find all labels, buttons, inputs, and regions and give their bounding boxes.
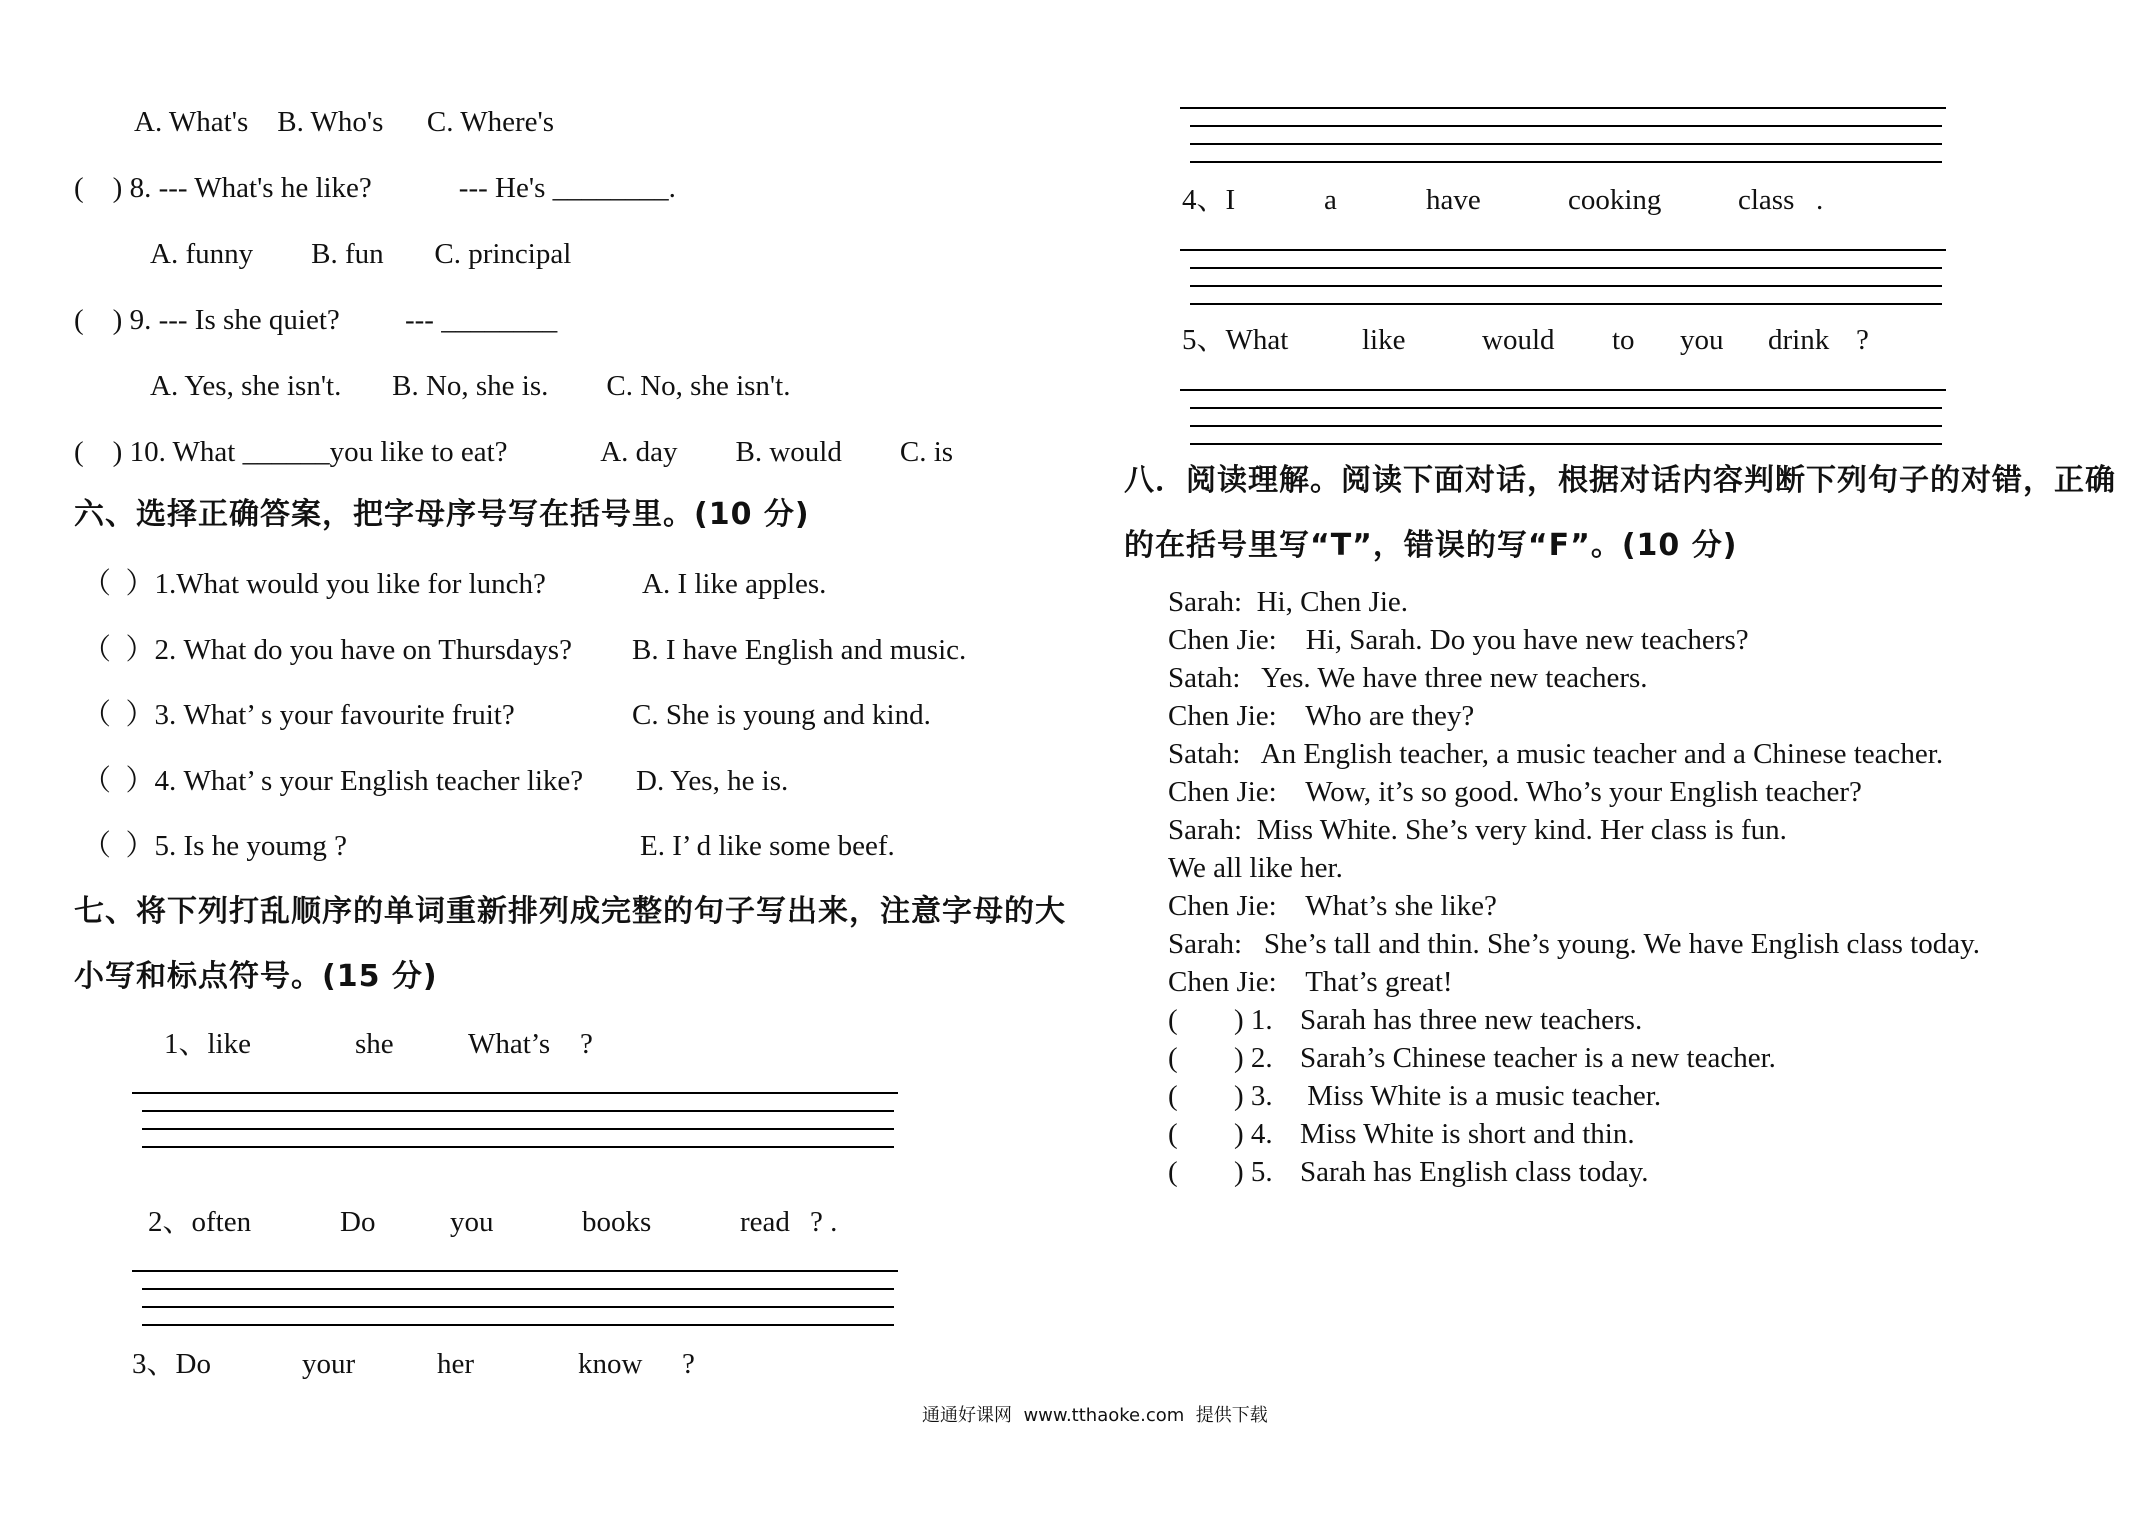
s6-question-5: （ ）5. Is he youmg ? xyxy=(82,830,347,862)
dialogue-line: We all like her. xyxy=(1168,852,1343,884)
judgement-number: ) 3. xyxy=(1234,1080,1273,1112)
answer-line xyxy=(142,1110,894,1112)
s7-item2-number: 2、often xyxy=(148,1206,252,1238)
answer-line xyxy=(142,1128,894,1130)
s7-item1-word: ? xyxy=(580,1028,593,1060)
s7-item5-word: drink xyxy=(1768,324,1830,356)
s7-item5-word: like xyxy=(1362,324,1406,356)
answer-line xyxy=(1180,249,1946,251)
s7-item5-number: 5、What xyxy=(1182,324,1289,356)
dialogue-line: Chen Jie: Wow, it’s so good. Who’s your English teacher? xyxy=(1168,776,1862,808)
footer-source: 通通好课网 www.tthaoke.com 提供下载 xyxy=(922,1405,1268,1426)
s6-question-2: （ ）2. What do you have on Thursdays? xyxy=(82,634,572,666)
s7-item4-word: . xyxy=(1816,184,1824,216)
s7-item2-word: books xyxy=(582,1206,652,1238)
question-8: ( ) 8. --- What's he like? --- He's ________. xyxy=(74,172,676,204)
s7-item3-word: your xyxy=(302,1348,356,1380)
answer-line xyxy=(132,1092,898,1094)
dialogue-line: Sarah: Miss White. She’s very kind. Her class is fun. xyxy=(1168,814,1787,846)
dialogue-line: Chen Jie: What’s she like? xyxy=(1168,890,1497,922)
question-9: ( ) 9. --- Is she quiet? --- ________ xyxy=(74,304,558,336)
answer-line xyxy=(1190,303,1942,305)
judgement-bracket: ( xyxy=(1168,1118,1178,1150)
answer-line xyxy=(142,1146,894,1148)
s7-item3-word: her xyxy=(437,1348,475,1380)
s7-item2-word: you xyxy=(450,1206,494,1238)
judgement-number: ) 4. xyxy=(1234,1118,1273,1150)
answer-line xyxy=(1190,407,1942,409)
q7-options: A. What's B. Who's C. Where's xyxy=(134,106,555,138)
answer-line xyxy=(132,1270,898,1272)
question-10: ( ) 10. What ______you like to eat? A. day B. would C. is xyxy=(74,436,954,468)
s7-item3-word: know xyxy=(578,1348,643,1380)
s7-item2-word: read xyxy=(740,1206,790,1238)
answer-line xyxy=(1180,389,1946,391)
s7-item4-word: have xyxy=(1426,184,1481,216)
answer-line xyxy=(1190,125,1942,127)
answer-line xyxy=(1190,143,1942,145)
s6-answer-c: C. She is young and kind. xyxy=(632,699,931,731)
s7-item4-word: a xyxy=(1324,184,1337,216)
answer-line xyxy=(142,1306,894,1308)
dialogue-line: Satah: Yes. We have three new teachers. xyxy=(1168,662,1648,694)
judgement-statement: Miss White is short and thin. xyxy=(1300,1118,1635,1150)
s7-item1-word: she xyxy=(355,1028,394,1060)
s6-question-4: （ ）4. What’ s your English teacher like? xyxy=(82,765,584,797)
answer-line xyxy=(1190,161,1942,163)
answer-line xyxy=(1190,443,1942,445)
s7-item4-word: cooking xyxy=(1568,184,1662,216)
s7-item2-word: Do xyxy=(340,1206,376,1238)
judgement-statement: Miss White is a music teacher. xyxy=(1300,1080,1662,1112)
s7-item2-word: ? . xyxy=(810,1206,838,1238)
answer-line xyxy=(1190,267,1942,269)
q8-options: A. funny B. fun C. principal xyxy=(150,238,572,270)
dialogue-line: Chen Jie: Who are they? xyxy=(1168,700,1475,732)
answer-line xyxy=(142,1288,894,1290)
judgement-number: ) 5. xyxy=(1234,1156,1273,1188)
s7-item5-word: to xyxy=(1612,324,1635,356)
judgement-statement: Sarah has three new teachers. xyxy=(1300,1004,1643,1036)
s7-item1-word: What’s xyxy=(468,1028,551,1060)
answer-line xyxy=(1190,425,1942,427)
answer-line xyxy=(1190,285,1942,287)
judgement-bracket: ( xyxy=(1168,1004,1178,1036)
s7-item5-word: ? xyxy=(1856,324,1869,356)
judgement-bracket: ( xyxy=(1168,1080,1178,1112)
section8-heading-line1: 八．阅读理解。阅读下面对话，根据对话内容判断下列句子的对错，正确 xyxy=(1124,463,2116,498)
judgement-statement: Sarah’s Chinese teacher is a new teacher. xyxy=(1300,1042,1776,1074)
dialogue-line: Chen Jie: Hi, Sarah. Do you have new teachers? xyxy=(1168,624,1749,656)
s7-item4-number: 4、I xyxy=(1182,184,1236,216)
dialogue-line: Chen Jie: That’s great! xyxy=(1168,966,1453,998)
s7-item3-number: 3、Do xyxy=(132,1348,211,1380)
section6-heading: 六、选择正确答案，把字母序号写在括号里。(10 分) xyxy=(74,497,810,532)
dialogue-line: Sarah: She’s tall and thin. She’s young. We have English class today. xyxy=(1168,928,1980,960)
judgement-number: ) 1. xyxy=(1234,1004,1273,1036)
s6-answer-b: B. I have English and music. xyxy=(632,634,967,666)
s6-answer-e: E. I’ d like some beef. xyxy=(640,830,895,862)
s6-question-3: （ ）3. What’ s your favourite fruit? xyxy=(82,699,515,731)
s7-item4-word: class xyxy=(1738,184,1795,216)
answer-line xyxy=(1180,107,1946,109)
judgement-number: ) 2. xyxy=(1234,1042,1273,1074)
dialogue-line: Satah: An English teacher, a music teacher and a Chinese teacher. xyxy=(1168,738,1944,770)
judgement-bracket: ( xyxy=(1168,1156,1178,1188)
s7-item1-number: 1、like xyxy=(164,1028,251,1060)
q9-options: A. Yes, she isn't. B. No, she is. C. No, she isn't. xyxy=(150,370,791,402)
s7-item3-word: ? xyxy=(682,1348,695,1380)
s6-question-1: （ ）1.What would you like for lunch? xyxy=(82,568,546,600)
s7-item5-word: you xyxy=(1680,324,1724,356)
section8-heading-line2: 的在括号里写“T”，错误的写“F”。(10 分) xyxy=(1124,528,1738,563)
judgement-bracket: ( xyxy=(1168,1042,1178,1074)
dialogue-line: Sarah: Hi, Chen Jie. xyxy=(1168,586,1409,618)
judgement-statement: Sarah has English class today. xyxy=(1300,1156,1649,1188)
section7-heading-line2: 小写和标点符号。(15 分) xyxy=(74,959,438,994)
s6-answer-a: A. I like apples. xyxy=(642,568,827,600)
section7-heading-line1: 七、将下列打乱顺序的单词重新排列成完整的句子写出来，注意字母的大 xyxy=(74,894,1066,929)
s6-answer-d: D. Yes, he is. xyxy=(636,765,789,797)
s7-item5-word: would xyxy=(1482,324,1555,356)
answer-line xyxy=(142,1324,894,1326)
